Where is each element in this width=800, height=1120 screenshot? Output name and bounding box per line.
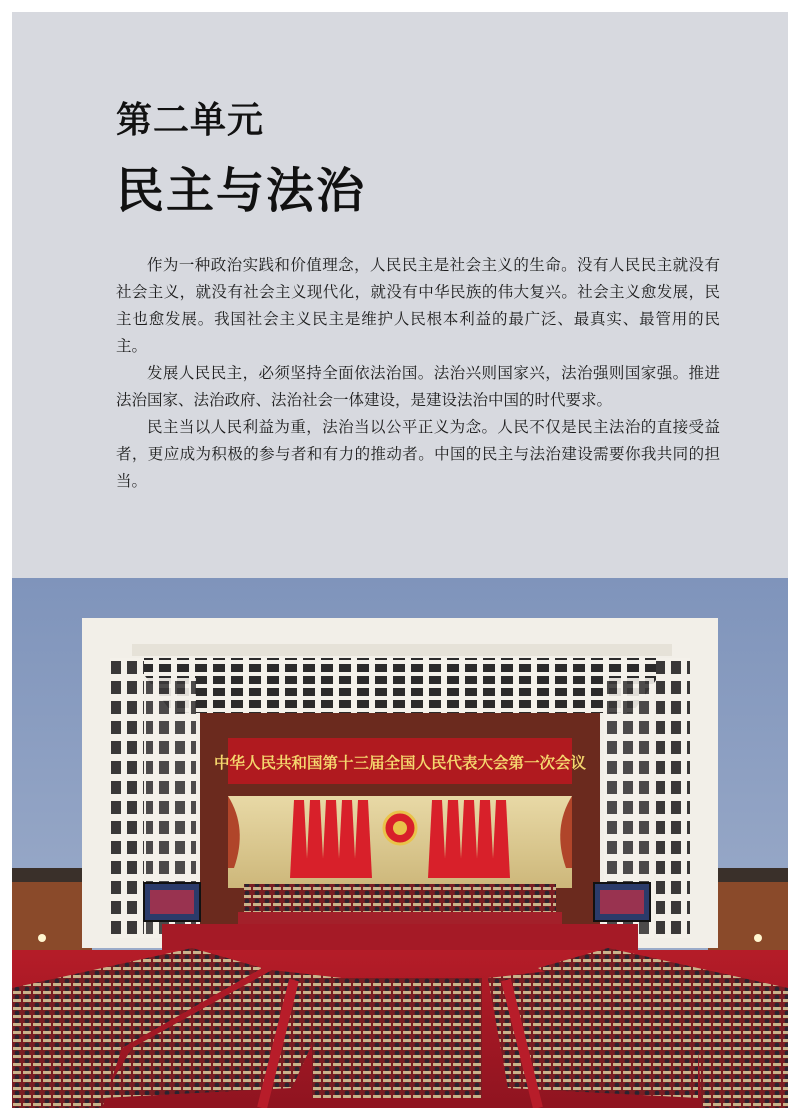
great-hall-illustration <box>12 578 788 1108</box>
intro-text <box>116 252 720 495</box>
intro-paragraph-3: 民主当以人民利益为重，法治当以公平正义为念。人民不仅是民主法治的直接受益者，更应成为积极的参与者和有力的推动者。中国的民主与法治建设需要你我共同的担当。 <box>116 418 720 490</box>
left-window-grid <box>110 658 144 938</box>
intro-paragraph-1: 作为一种政治实践和价值理念，人民民主是社会主义的生命。没有人民民主就没有社会主义，就没有社会主义现代化，就没有中华民族的伟大复兴。社会主义愈发展，民主也愈发展。我国社会主义民主是维护人民根本利益的最广泛、最真实、最管用的民主。 <box>116 256 720 355</box>
ceiling-grid <box>132 658 672 713</box>
great-hall-photo <box>12 578 788 1108</box>
intro-paragraph-2: 发展人民民主，必须坚持全面依法治国。法治兴则国家兴，法治强则国家强。推进法治国家、法治政府、法治社会一体建设，是建设法治中国的时代要求。 <box>116 364 720 409</box>
presidium-seats <box>244 884 556 914</box>
red-flags-left <box>290 800 372 878</box>
right-window-grid <box>656 658 690 938</box>
unit-title: 民主与法治 <box>116 163 367 219</box>
meeting-banner-text: 中华人民共和国第十三届全国人民代表大会第一次会议 <box>213 754 587 772</box>
red-flags-right <box>428 800 510 878</box>
unit-label: 第二单元 <box>116 100 265 141</box>
